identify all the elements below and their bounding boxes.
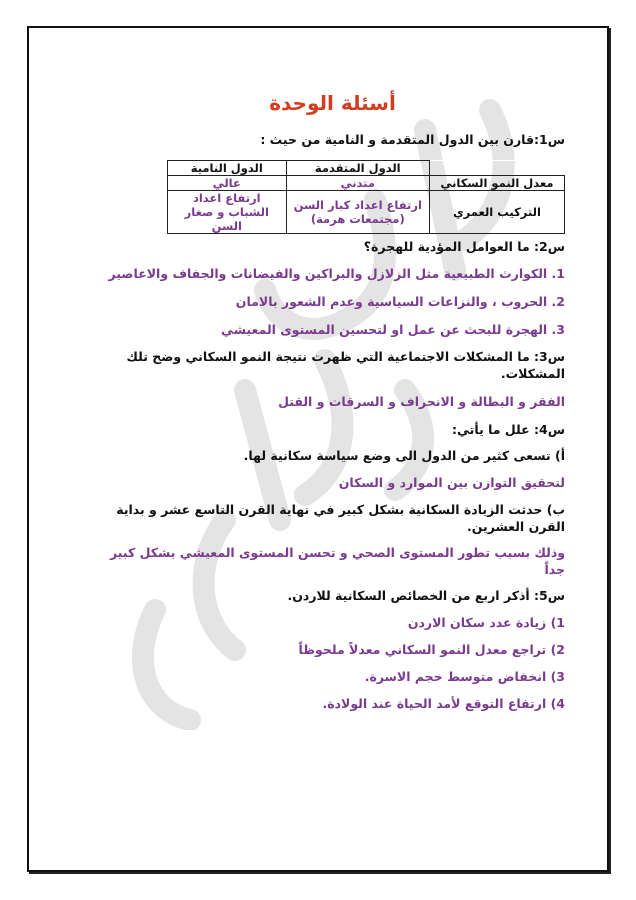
q5-answer-3: 3) انخفاض متوسط حجم الاسرة.: [364, 669, 565, 684]
q1-prompt: س1:قارن بين الدول المتقدمة و النامية من حيث :: [260, 132, 565, 147]
q4-b-answer: وذلك بسبب تطور المستوى الصحي و تحسن المستوى المعيشي بشكل كبير جداً: [110, 545, 565, 577]
col-developed: الدول المتقدمة: [286, 161, 429, 176]
cell-developing: ارتفاع اعداد الشباب و صغار السن: [168, 191, 287, 234]
q5-answer-2: 2) تراجع معدل النمو السكاني معدلاً ملحوظاً: [298, 642, 565, 657]
q2-answer-2: 2. الحروب ، والنزاعات السياسية وعدم الشعور بالامان: [235, 294, 565, 309]
q4-b-prompt: ب) حدثت الزيادة السكانية بشكل كبير في نهاية القرن التاسع عشر و بداية القرن العشرين.: [116, 502, 565, 534]
page-title: أسئلة الوحدة: [269, 91, 396, 115]
q2-prompt: س2: ما العوامل المؤدية للهجرة؟: [363, 239, 565, 254]
row-criterion: التركيب العمري: [430, 191, 565, 234]
col-developing: الدول النامية: [168, 161, 287, 176]
q2-answer-1: 1. الكوارث الطبيعية مثل الزلازل والبراكين والفيضانات والجفاف والاعاصير: [108, 266, 565, 281]
cell-developed: متدني: [286, 176, 429, 191]
document-content: [100, 90, 565, 712]
q5-prompt: س5: أذكر اربع من الخصائص السكانية للاردن.: [287, 588, 565, 603]
q4-a-prompt: أ) تسعى كثير من الدول الى وضع سياسة سكانية لها.: [243, 448, 565, 463]
row-criterion: معدل النمو السكاني: [430, 176, 565, 191]
table-row: [168, 176, 565, 191]
q4-prompt: س4: علل ما يأتي:: [452, 422, 565, 437]
table-header-row: [168, 161, 565, 176]
table-corner-cell: [430, 161, 565, 176]
q3-answer: الفقر و البطالة و الانحراف و السرقات و القتل: [278, 394, 565, 409]
cell-developed: ارتفاع اعداد كبار السن (مجتمعات هرمة): [286, 191, 429, 234]
q5-answer-1: 1) زيادة عدد سكان الاردن: [407, 615, 565, 630]
q4-a-answer: لتحقيق التوازن بين الموارد و السكان: [338, 475, 565, 490]
q2-answer-3: 3. الهجرة للبحث عن عمل او لتحسين المستوى المعيشي: [221, 322, 565, 337]
q5-answer-4: 4) ارتفاع التوقع لأمد الحياة عند الولادة.: [322, 696, 565, 711]
q3-prompt: س3: ما المشكلات الاجتماعية التي ظهرت نتيجة النمو السكاني وضح تلك المشكلات.: [126, 349, 565, 381]
table-row: [168, 191, 565, 234]
cell-developing: عالي: [168, 176, 287, 191]
comparison-table: [167, 160, 565, 234]
